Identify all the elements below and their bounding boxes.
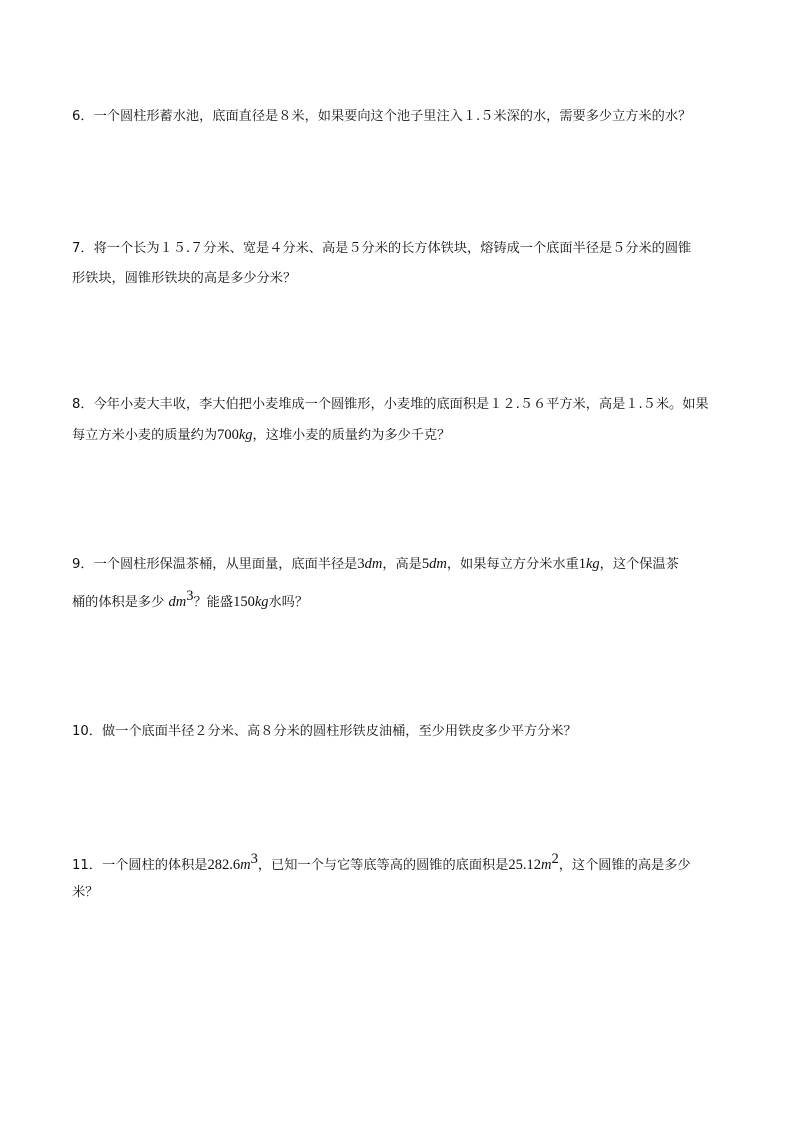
q9-radius-number: 3 bbox=[357, 556, 365, 572]
question-9-line-1 bbox=[72, 555, 732, 574]
q9-text-g: 水吗？ bbox=[268, 595, 309, 610]
q11-volume-number: 282.6 bbox=[207, 857, 241, 873]
q11-text-c: ，这个圆锥的高是多少 bbox=[558, 858, 691, 873]
q9-text-d: ，这个保温茶 bbox=[599, 557, 679, 572]
question-8-line-2 bbox=[72, 426, 732, 445]
q8-text-a: 每立方米小麦的质量约为 bbox=[72, 428, 218, 443]
q11-text-a: 11．一个圆柱的体积是 bbox=[72, 858, 208, 873]
question-8-line-1: 8．今年小麦大丰收，李大伯把小麦堆成一个圆锥形，小麦堆的底面积是１２.５６平方米，高是１.５米。如果 bbox=[72, 397, 709, 412]
question-11-line-1 bbox=[72, 851, 732, 875]
question-7-line-1: 7．将一个长为１５.７分米、宽是４分米、高是５分米的长方体铁块，熔铸成一个底面半径是５分米的圆锥 bbox=[72, 241, 692, 256]
question-7-line-2: 形铁块，圆锥形铁块的高是多少分米？ bbox=[72, 271, 297, 286]
q11-text-b: ，已知一个与它等底等高的圆锥的底面积是 bbox=[257, 858, 509, 873]
q9-height-number: 5 bbox=[421, 556, 430, 572]
question-11-line-2: 米？ bbox=[72, 885, 99, 900]
q8-mass-number: 700 bbox=[217, 427, 239, 443]
q9-weight-number: 1 bbox=[578, 556, 586, 572]
q9-text-b: ，高是 bbox=[382, 557, 422, 572]
question-6-line-1: 6．一个圆柱形蓄水池，底面直径是８米，如果要向这个池子里注入１.５米深的水，需要多少立方米的水？ bbox=[72, 109, 692, 124]
q9-capacity-number: 150 bbox=[233, 594, 255, 610]
question-9-line-2 bbox=[72, 588, 732, 612]
q11-area-exponent: 2 bbox=[551, 851, 559, 867]
q9-text-e: 桶的体积是多少 bbox=[72, 595, 165, 610]
q9-radius-unit: dm bbox=[364, 556, 383, 572]
q9-volume-unit: dm bbox=[168, 594, 187, 610]
q9-height-unit: dm bbox=[429, 556, 447, 572]
q11-volume-unit: m bbox=[240, 857, 251, 873]
q11-area-number: 25.12 bbox=[508, 857, 542, 873]
q9-weight-unit: kg bbox=[585, 556, 600, 572]
q9-volume-exponent: 3 bbox=[186, 588, 194, 604]
q8-mass-unit: kg bbox=[238, 427, 253, 443]
q9-text-a: 9．一个圆柱形保温茶桶，从里面量，底面半径是 bbox=[72, 557, 358, 572]
q9-capacity-unit: kg bbox=[254, 594, 269, 610]
q9-text-f: ？能盛 bbox=[193, 595, 234, 610]
q8-text-b: ，这堆小麦的质量约为多少千克？ bbox=[252, 428, 451, 443]
question-10-line-1: 10．做一个底面半径２分米、高８分米的圆柱形铁皮油桶，至少用铁皮多少平方分米？ bbox=[72, 724, 577, 739]
q11-volume-exponent: 3 bbox=[250, 851, 258, 867]
q11-area-unit: m bbox=[541, 857, 552, 873]
q9-text-c: ，如果每立方分米水重 bbox=[446, 557, 579, 572]
